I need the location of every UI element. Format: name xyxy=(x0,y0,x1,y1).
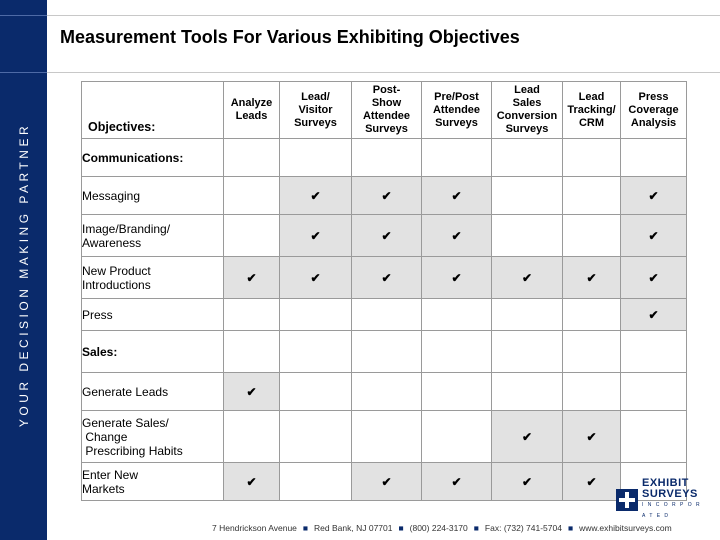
tool-cell xyxy=(224,373,280,411)
column-header xyxy=(280,82,352,139)
logo-wordmark xyxy=(642,478,708,522)
table-row xyxy=(82,177,687,215)
tool-cell xyxy=(492,215,563,257)
section-label xyxy=(82,139,224,177)
column-header-line: Surveys xyxy=(435,116,478,129)
column-header xyxy=(621,82,687,139)
footer-city: Red Bank, NJ 07701 xyxy=(314,523,393,533)
objective-label xyxy=(82,177,224,215)
label-line: Press xyxy=(82,307,113,322)
footer-contact xyxy=(212,523,672,533)
tool-cell xyxy=(621,411,687,463)
footer-separator-icon: ■ xyxy=(302,523,309,533)
column-header-line: Leads xyxy=(235,110,268,122)
title-rule xyxy=(47,72,720,73)
label-line: Markets xyxy=(82,481,125,496)
footer-website[interactable]: www.exhibitsurveys.com xyxy=(579,523,672,533)
logo-line1: EXHIBIT xyxy=(642,477,689,489)
tool-cell xyxy=(280,177,352,215)
tool-cell xyxy=(563,215,621,257)
tool-cell xyxy=(280,331,352,373)
check-icon: ✔ xyxy=(381,188,392,203)
tool-cell xyxy=(352,177,422,215)
tool-cell xyxy=(621,215,687,257)
check-icon: ✔ xyxy=(310,228,321,243)
objective-label xyxy=(82,411,224,463)
column-header-line: Attendee xyxy=(362,110,411,122)
tool-cell xyxy=(280,257,352,299)
objective-label xyxy=(82,373,224,411)
tool-cell xyxy=(224,177,280,215)
tool-cell xyxy=(492,331,563,373)
tool-cell xyxy=(352,373,422,411)
table-body xyxy=(82,139,687,501)
label-line: Messaging xyxy=(82,188,141,203)
column-header-line: Lead/ xyxy=(301,90,330,103)
tool-cell xyxy=(224,463,280,501)
column-header-line: Coverage xyxy=(628,103,679,116)
check-icon: ✔ xyxy=(648,307,659,322)
check-icon: ✔ xyxy=(381,474,392,489)
label-line: Awareness xyxy=(82,235,142,250)
tool-cell xyxy=(621,331,687,373)
column-header xyxy=(563,82,621,139)
tool-cell xyxy=(563,463,621,501)
tool-cell xyxy=(492,463,563,501)
column-header-line: Lead xyxy=(514,84,540,96)
tool-cell xyxy=(280,299,352,331)
column-header-line: Surveys xyxy=(505,123,549,135)
tool-cell xyxy=(492,411,563,463)
footer-separator-icon: ■ xyxy=(567,523,574,533)
check-icon: ✔ xyxy=(521,474,533,489)
tool-cell xyxy=(422,373,492,411)
section-row xyxy=(82,139,687,177)
label-line: Enter New xyxy=(82,467,139,482)
tool-cell xyxy=(280,215,352,257)
sidebar-band xyxy=(0,0,47,540)
tool-cell xyxy=(621,139,687,177)
table-header-row xyxy=(82,82,687,139)
check-icon: ✔ xyxy=(521,270,533,285)
column-header xyxy=(352,82,422,139)
tool-cell xyxy=(422,177,492,215)
check-icon: ✔ xyxy=(521,429,533,444)
column-header-line: Conversion xyxy=(496,110,558,122)
tool-cell xyxy=(492,299,563,331)
tool-cell xyxy=(224,257,280,299)
tool-cell xyxy=(621,257,687,299)
column-header-line: Sales xyxy=(512,97,542,109)
label-line: Communications: xyxy=(82,150,184,165)
tool-cell xyxy=(492,139,563,177)
column-header-line: Analyze xyxy=(230,97,273,109)
check-icon: ✔ xyxy=(648,228,659,243)
check-icon: ✔ xyxy=(451,270,462,285)
label-line: Image/Branding/ xyxy=(82,221,171,236)
tool-cell xyxy=(280,139,352,177)
table-row xyxy=(82,215,687,257)
tool-cell xyxy=(621,373,687,411)
check-icon: ✔ xyxy=(310,270,321,285)
tool-cell xyxy=(352,139,422,177)
tool-cell xyxy=(224,411,280,463)
tool-cell xyxy=(352,463,422,501)
table-row xyxy=(82,373,687,411)
table-row xyxy=(82,299,687,331)
label-line: New Product xyxy=(82,263,151,278)
logo-line3: I N C O R P O R A T E D xyxy=(642,502,702,519)
tool-cell xyxy=(280,463,352,501)
tool-cell xyxy=(422,257,492,299)
column-header-line: Post- xyxy=(372,84,401,96)
footer-address: 7 Hendrickson Avenue xyxy=(212,523,297,533)
check-icon: ✔ xyxy=(381,270,392,285)
label-line: Sales: xyxy=(82,344,118,359)
tool-cell xyxy=(621,299,687,331)
check-icon: ✔ xyxy=(451,188,462,203)
objective-label xyxy=(82,463,224,501)
check-icon: ✔ xyxy=(586,429,597,444)
tool-cell xyxy=(563,299,621,331)
objective-label xyxy=(82,299,224,331)
section-row xyxy=(82,331,687,373)
sidebar-tagline-wrap xyxy=(0,0,47,540)
tool-cell xyxy=(352,299,422,331)
page-title: Measurement Tools For Various Exhibiting Objectives xyxy=(60,27,520,47)
tool-cell xyxy=(352,331,422,373)
tool-cell xyxy=(422,331,492,373)
tool-cell xyxy=(352,411,422,463)
tool-cell xyxy=(352,257,422,299)
tool-cell xyxy=(492,177,563,215)
check-icon: ✔ xyxy=(648,188,659,203)
table-row xyxy=(82,257,687,299)
label-line: Generate Sales/ xyxy=(82,415,169,430)
tool-cell xyxy=(224,331,280,373)
column-header-line: Surveys xyxy=(294,116,337,129)
check-icon: ✔ xyxy=(381,228,392,243)
label-line: Generate Leads xyxy=(82,384,169,399)
objectives-table xyxy=(81,81,687,501)
tool-cell xyxy=(621,177,687,215)
column-header-line: Visitor xyxy=(298,103,333,116)
check-icon: ✔ xyxy=(246,384,257,399)
check-icon: ✔ xyxy=(246,270,257,285)
column-header-line: Lead xyxy=(578,90,605,103)
column-header xyxy=(224,82,280,139)
table-row xyxy=(82,463,687,501)
tool-cell xyxy=(224,299,280,331)
logo-line2: SURVEYS xyxy=(642,488,698,500)
objective-label xyxy=(82,257,224,299)
tool-cell xyxy=(563,257,621,299)
logo-cross-icon xyxy=(616,489,638,511)
tool-cell xyxy=(280,373,352,411)
check-icon: ✔ xyxy=(310,188,321,203)
tool-cell xyxy=(422,215,492,257)
check-icon: ✔ xyxy=(586,474,597,489)
objective-label xyxy=(82,215,224,257)
top-rule xyxy=(47,15,720,16)
tool-cell xyxy=(352,215,422,257)
tool-cell xyxy=(422,139,492,177)
check-icon: ✔ xyxy=(246,474,257,489)
footer-phone: (800) 224-3170 xyxy=(409,523,468,533)
tool-cell xyxy=(224,215,280,257)
column-header-line: CRM xyxy=(578,116,605,129)
tool-cell xyxy=(563,331,621,373)
tool-cell xyxy=(422,463,492,501)
column-header xyxy=(492,82,563,139)
tool-cell xyxy=(492,257,563,299)
column-header-line: Press xyxy=(638,90,669,103)
tool-cell xyxy=(563,411,621,463)
objectives-header: Objectives: xyxy=(82,82,224,139)
label-line: Change xyxy=(82,429,128,444)
sidebar-tagline: YOUR DECISION MAKING PARTNER xyxy=(16,122,31,428)
column-header xyxy=(422,82,492,139)
column-header-line: Tracking/ xyxy=(567,103,616,116)
check-icon: ✔ xyxy=(451,474,462,489)
column-header-line: Show xyxy=(371,97,402,109)
tool-cell xyxy=(422,299,492,331)
column-header-line: Surveys xyxy=(365,123,408,135)
check-icon: ✔ xyxy=(586,270,597,285)
column-header-line: Pre/Post xyxy=(434,90,479,103)
column-header-line: Analysis xyxy=(630,116,677,129)
check-icon: ✔ xyxy=(451,228,462,243)
tool-cell xyxy=(563,139,621,177)
table-row xyxy=(82,411,687,463)
tool-cell xyxy=(492,373,563,411)
column-header-line: Attendee xyxy=(432,103,481,116)
label-line: Prescribing Habits xyxy=(82,443,183,458)
check-icon: ✔ xyxy=(648,270,659,285)
tool-cell xyxy=(422,411,492,463)
section-label xyxy=(82,331,224,373)
tool-cell xyxy=(563,177,621,215)
tool-cell xyxy=(563,373,621,411)
label-line: Introductions xyxy=(82,277,151,292)
footer-separator-icon: ■ xyxy=(473,523,479,533)
footer-fax: Fax: (732) 741-5704 xyxy=(484,523,562,533)
footer-separator-icon: ■ xyxy=(398,523,404,533)
company-logo xyxy=(616,477,708,519)
tool-cell xyxy=(224,139,280,177)
tool-cell xyxy=(280,411,352,463)
